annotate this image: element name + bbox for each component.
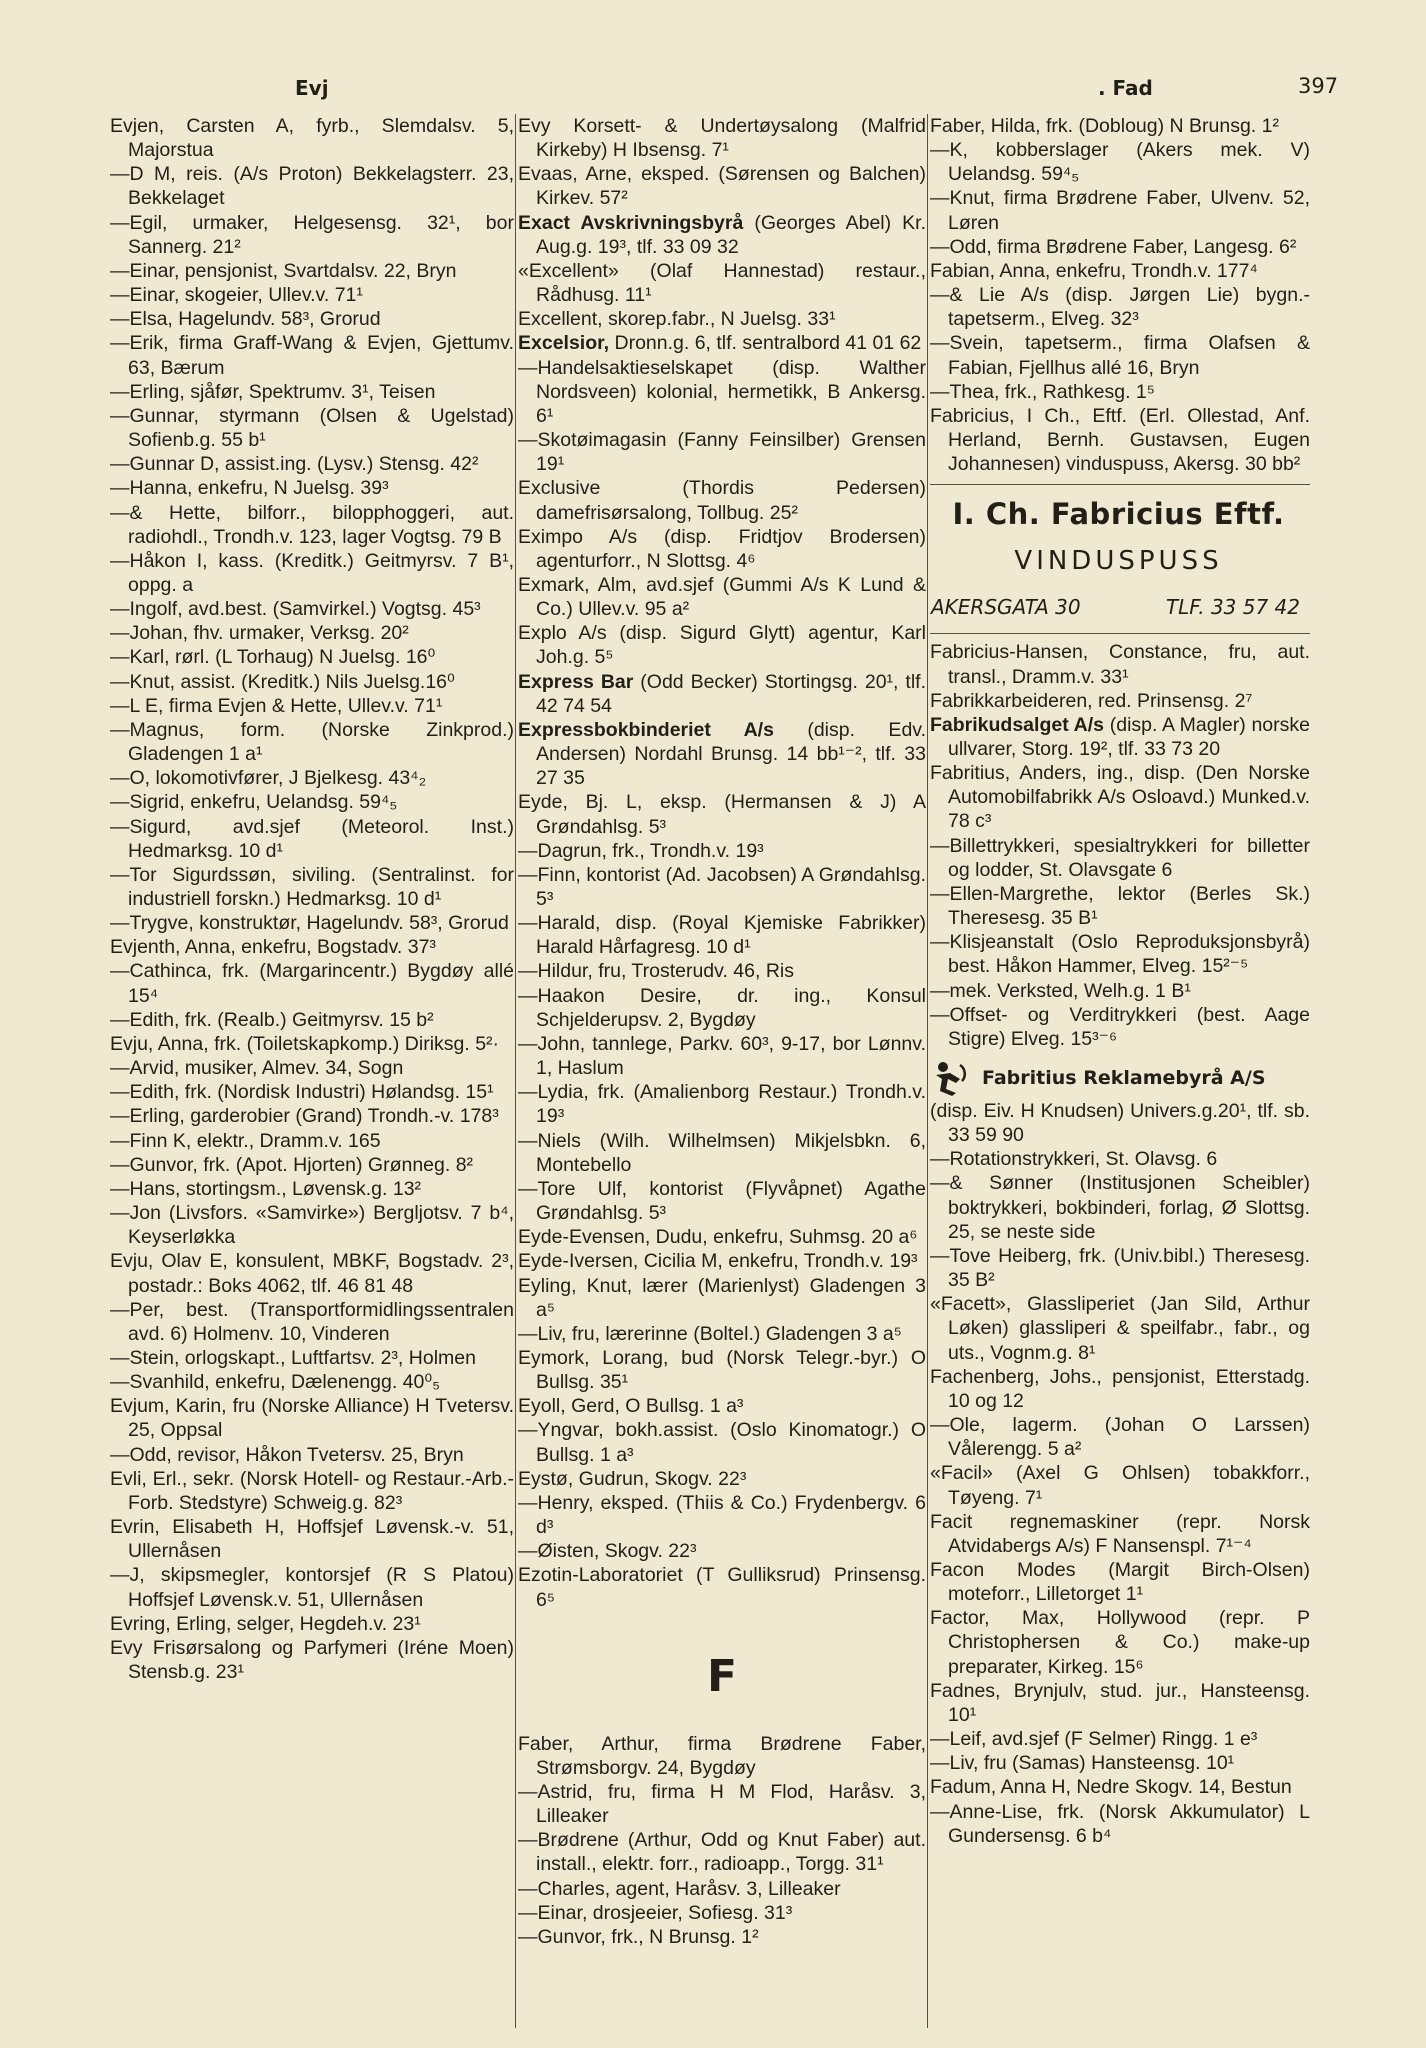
directory-entry: Fadum, Anna H, Nedre Skogv. 14, Bestun — [930, 1776, 1292, 1799]
directory-entry: Eyde-Evensen, Dudu, enkefru, Suhmsg. 20 a⁶ — [518, 1226, 918, 1249]
entry-bold-name: Expressbokbinderiet A/s — [518, 718, 774, 741]
directory-entry: —Sigurd, avd.sjef (Meteorol. Inst.) Hedmarksg. 10 d¹ — [110, 815, 514, 862]
directory-entry: —Gunvor, frk. (Apot. Hjorten) Grønneg. 8² — [110, 1153, 474, 1176]
directory-entry: Fachenberg, Johs., pensjonist, Etterstadg. 10 og 12 — [930, 1365, 1310, 1412]
entry-text: (Georges Abel) Kr. Aug.g. 19³, tlf. 33 09 32 — [536, 211, 926, 258]
entry-list — [930, 1099, 1310, 1848]
directory-entry: Evjenth, Anna, enkefru, Bogstadv. 37³ — [110, 936, 436, 959]
directory-entry: —Henry, eksped. (Thiis & Co.) Frydenbergv. 6 d³ — [518, 1491, 926, 1539]
directory-entry: Evli, Erl., sekr. (Norsk Hotell- og Restaur.-Arb.-Forb. Stedstyre) Schweig.g. 82³ — [110, 1467, 514, 1514]
directory-entry: —Tove Heiberg, frk. (Univ.bibl.) Theresesg. 35 B² — [930, 1244, 1310, 1292]
entry-list — [518, 114, 926, 211]
column-divider — [927, 114, 928, 2028]
directory-entry: —Dagrun, frk., Trondh.v. 19³ — [518, 839, 764, 862]
directory-entry: —Hans, stortingsm., Løvensk.g. 13² — [110, 1177, 422, 1200]
directory-entry: Faber, Arthur, firma Brødrene Faber, Strømsborgv. 24, Bygdøy — [518, 1732, 926, 1779]
reklamebyra-logo-icon — [930, 1059, 970, 1097]
ad-phone: TLF. 33 57 42 — [1165, 595, 1300, 620]
directory-entry: —Øisten, Skogv. 22³ — [518, 1540, 697, 1563]
directory-entry: —& Lie A/s (disp. Jørgen Lie) bygn.-tapetserm., Elveg. 32³ — [930, 284, 1310, 331]
advertisement-box — [930, 484, 1310, 634]
directory-entry: —Magnus, form. (Norske Zinkprod.) Gladengen 1 a¹ — [110, 718, 514, 766]
directory-entry: —Charles, agent, Haråsv. 3, Lilleaker — [518, 1877, 841, 1900]
directory-entry: —Stein, orlogskapt., Luftfartsv. 2³, Holmen — [110, 1346, 476, 1369]
directory-entry — [518, 331, 926, 355]
directory-entry: Evju, Anna, frk. (Toiletskapkomp.) Diriksg. 5²· — [110, 1032, 500, 1055]
directory-entry: —Edith, frk. (Realb.) Geitmyrsv. 15 b² — [110, 1008, 434, 1031]
directory-entry: Facon Modes (Margit Birch-Olsen) moteforr., Lilletorget 1¹ — [930, 1558, 1310, 1606]
entry-bold-name: Exact Avskrivningsbyrå — [518, 211, 744, 234]
entry-list — [930, 114, 1310, 476]
directory-entry: —Odd, firma Brødrene Faber, Langesg. 6² — [930, 235, 1297, 258]
section-letter: F — [706, 1650, 738, 1702]
directory-entry: —Gunnar, styrmann (Olsen & Ugelstad) Sofienb.g. 55 b¹ — [110, 404, 514, 452]
directory-entry: Fabricius-Hansen, Constance, fru, aut. transl., Dramm.v. 33¹ — [930, 641, 1310, 688]
directory-entry: —L E, firma Evjen & Hette, Ullev.v. 71¹ — [110, 694, 443, 717]
directory-entry: Fadnes, Brynjulv, stud. jur., Hansteensg. 10¹ — [930, 1679, 1310, 1726]
directory-entry: —Einar, skogeier, Ullev.v. 71¹ — [110, 284, 363, 307]
directory-entry: «Excellent» (Olaf Hannestad) restaur., Rådhusg. 11¹ — [518, 259, 926, 307]
directory-entry: —Erik, firma Graff-Wang & Evjen, Gjettumv. 63, Bærum — [110, 332, 514, 379]
directory-entry: —Svanhild, enkefru, Dælenengg. 40⁰₅ — [110, 1371, 441, 1394]
directory-entry: —Gunvor, frk., N Brunsg. 1² — [518, 1925, 759, 1948]
directory-entry: —Leif, avd.sjef (F Selmer) Ringg. 1 e³ — [930, 1728, 1258, 1751]
entry-bold-name: Excelsior, — [518, 332, 610, 355]
directory-entry: Evjen, Carsten A, fyrb., Slemdalsv. 5, Majorstua — [110, 115, 514, 162]
directory-entry: Eyde, Bj. L, eksp. (Hermansen & J) A Grøndahlsg. 5³ — [518, 791, 926, 838]
directory-entry: Fabricius, I Ch., Eftf. (Erl. Ollestad, Anf. Herland, Bernh. Gustavsen, Eugen Johannesen) vinduspuss, Akersg. 30 bb² — [930, 404, 1310, 476]
directory-entry: —Knut, assist. (Kreditk.) Nils Juelsg.16⁰ — [110, 670, 455, 693]
entry-bold-name: Fabrikudsalget A/s — [930, 713, 1105, 736]
ad-address: AKERSGATA 30 — [931, 595, 1081, 620]
directory-entry: —Trygve, konstruktør, Hagelundv. 58³, Grorud — [110, 912, 509, 935]
directory-entry: Fabritius, Anders, ing., disp. (Den Norske Automobilfabrikk A/s Osloavd.) Munked.v. 78 c³ — [930, 762, 1310, 833]
ad-subtitle: VINDUSPUSS — [1014, 546, 1223, 577]
ad-contact — [930, 589, 1310, 623]
logo-entry — [930, 1059, 1310, 1097]
directory-entry: —Tore Ulf, kontorist (Flyvåpnet) Agathe Grøndahlsg. 5³ — [518, 1177, 926, 1225]
directory-entry: —Ingolf, avd.best. (Samvirkel.) Vogtsg. 45³ — [110, 598, 481, 621]
directory-entry: —Klisjeanstalt (Oslo Reproduksjonsbyrå) best. Håkon Hammer, Elveg. 15²⁻⁵ — [930, 931, 1310, 978]
directory-entry: —Jon (Livsfors. «Samvirke») Bergljotsv. 7 b⁴, Keyserløkka — [110, 1202, 514, 1249]
directory-entry: —Karl, rørl. (L Torhaug) N Juelsg. 16⁰ — [110, 646, 436, 669]
directory-entry: Evjum, Karin, fru (Norske Alliance) H Tvetersv. 25, Oppsal — [110, 1395, 514, 1442]
directory-entry: Exmark, Alm, avd.sjef (Gummi A/s K Lund & Co.) Ullev.v. 95 a² — [518, 573, 926, 621]
directory-entry: Eystø, Gudrun, Skogv. 22³ — [518, 1467, 747, 1490]
directory-entry: —Arvid, musiker, Almev. 34, Sogn — [110, 1057, 404, 1080]
header-left-keyword: Evj — [295, 76, 329, 100]
directory-entry: —Astrid, fru, firma H M Flod, Haråsv. 3, Lilleaker — [518, 1781, 926, 1828]
directory-entry: Eyde-Iversen, Cicilia M, enkefru, Trondh.v. 19³ — [518, 1250, 918, 1273]
directory-entry: «Facil» (Axel G Ohlsen) tobakkforr., Tøyeng. 7¹ — [930, 1462, 1310, 1509]
directory-entry: Factor, Max, Hollywood (repr. P Christophersen & Co.) make-up preparater, Kirkeg. 15⁶ — [930, 1607, 1310, 1678]
directory-entry: Evy Frisørsalong og Parfymeri (Iréne Moen) Stensb.g. 23¹ — [110, 1636, 514, 1683]
directory-entry: —Skotøimagasin (Fanny Feinsilber) Grensen 19¹ — [518, 429, 926, 476]
directory-entry: —Rotationstrykkeri, St. Olavsg. 6 — [930, 1148, 1218, 1171]
directory-entry: —& Hette, bilforr., bilopphoggeri, aut. radiohdl., Trondh.v. 123, lager Vogtsg. 79 B — [110, 501, 514, 548]
directory-entry — [518, 670, 926, 718]
entry-list — [110, 114, 514, 1684]
directory-entry: Evy Korsett- & Undertøysalong (Malfrid Kirkeby) H Ibsensg. 7¹ — [518, 115, 926, 162]
logo-entry-title: Fabritius Reklamebyrå A/S — [982, 1067, 1266, 1089]
directory-entry: —Sigrid, enkefru, Uelandsg. 59⁴₅ — [110, 791, 398, 814]
entry-list — [518, 259, 926, 331]
directory-entry: Eximpo A/s (disp. Fridtjov Brodersen) agenturforr., N Slottsg. 4⁶ — [518, 525, 926, 572]
directory-entry: —Cathinca, frk. (Margarincentr.) Bygdøy allé 15⁴ — [110, 960, 514, 1007]
directory-entry: —Liv, fru, lærerinne (Boltel.) Gladengen 3 a⁵ — [518, 1322, 902, 1345]
entry-bold-name: Express Bar — [518, 670, 634, 693]
directory-entry: —Thea, frk., Rathkesg. 1⁵ — [930, 380, 1155, 403]
directory-entry: —Håkon I, kass. (Kreditk.) Geitmyrsv. 7 B¹, oppg. a — [110, 549, 514, 596]
directory-entry: —Per, best. (Transportformidlingssentralen avd. 6) Holmenv. 10, Vinderen — [110, 1298, 514, 1345]
directory-entry: Facit regnemaskiner (repr. Norsk Atvidabergs A/s) F Nansenspl. 7¹⁻⁴ — [930, 1510, 1310, 1557]
directory-entry: —Yngvar, bokh.assist. (Oslo Kinomatogr.) O Bullsg. 1 a³ — [518, 1419, 926, 1466]
directory-entry: —Brødrene (Arthur, Odd og Knut Faber) aut. install., elektr. forr., radioapp., Torgg. 31¹ — [518, 1829, 926, 1876]
column-3 — [930, 114, 1310, 2028]
directory-entry: —O, lokomotivfører, J Bjelkesg. 43⁴₂ — [110, 767, 427, 790]
directory-entry: —Niels (Wilh. Wilhelmsen) Mikjelsbkn. 6, Montebello — [518, 1129, 926, 1176]
directory-entry: —Haakon Desire, dr. ing., Konsul Schjelderupsv. 2, Bygdøy — [518, 984, 926, 1031]
column-2 — [518, 114, 926, 2028]
directory-entry: —Odd, revisor, Håkon Tvetersv. 25, Bryn — [110, 1443, 464, 1466]
directory-entry: Faber, Hilda, frk. (Dobloug) N Brunsg. 1² — [930, 115, 1279, 137]
directory-entry: —Erling, sjåfør, Spektrumv. 3¹, Teisen — [110, 380, 436, 403]
directory-entry: Evring, Erling, selger, Hegdeh.v. 23¹ — [110, 1612, 421, 1635]
directory-entry: Eyling, Knut, lærer (Marienlyst) Gladengen 3 a⁵ — [518, 1274, 926, 1321]
directory-entry: —J, skipsmegler, kontorsjef (R S Platou) Hoffsjef Løvensk.v. 51, Ullernåsen — [110, 1564, 514, 1611]
directory-entry: —K, kobberslager (Akers mek. V) Uelandsg. 59⁴₅ — [930, 139, 1310, 186]
entry-list — [518, 1732, 926, 1949]
directory-entry: Eyoll, Gerd, O Bullsg. 1 a³ — [518, 1395, 744, 1418]
directory-entry: —Hildur, fru, Trosterudv. 46, Ris — [518, 960, 794, 983]
directory-entry: —Einar, drosjeeier, Sofiesg. 31³ — [518, 1901, 793, 1924]
directory-entry: Evju, Olav E, konsulent, MBKF, Bogstadv. 2³, postadr.: Boks 4062, tlf. 46 81 48 — [110, 1250, 514, 1297]
directory-entry: —Tor Sigurdssøn, siviling. (Sentralinst. for industriell forskn.) Hedmarksg. 10 d¹ — [110, 863, 514, 910]
directory-entry: —Svein, tapetserm., firma Olafsen & Fabian, Fjellhus allé 16, Bryn — [930, 332, 1310, 379]
directory-entry: —Ellen-Margrethe, lektor (Berles Sk.) Theresesg. 35 B¹ — [930, 882, 1310, 930]
directory-entry: Evrin, Elisabeth H, Hoffsjef Løvensk.-v. 51, Ullernåsen — [110, 1516, 514, 1563]
directory-entry: —Einar, pensjonist, Svartdalsv. 22, Bryn — [110, 259, 457, 282]
directory-entry: —Billettrykkeri, spesialtrykkeri for billetter og lodder, St. Olavsgate 6 — [930, 834, 1310, 881]
directory-entry: —& Sønner (Institusjonen Scheibler) boktrykkeri, bokbinderi, forlag, Ø Slottsg. 25, se neste side — [930, 1172, 1310, 1243]
directory-entry: Evaas, Arne, eksped. (Sørensen og Balchen) Kirkev. 57² — [518, 163, 926, 210]
directory-entry: —Erling, garderobier (Grand) Trondh.-v. 178³ — [110, 1105, 499, 1128]
directory-entry: Eymork, Lorang, bud (Norsk Telegr.-byr.) O Bullsg. 35¹ — [518, 1346, 926, 1394]
header-right-keyword: . Fad — [1098, 76, 1153, 100]
entry-list — [518, 790, 926, 1611]
directory-entry: —Elsa, Hagelundv. 58³, Grorud — [110, 308, 381, 331]
directory-entry: Explo A/s (disp. Sigurd Glytt) agentur, Karl Joh.g. 5⁵ — [518, 622, 926, 669]
entry-text: Dronn.g. 6, tlf. sentralbord 41 01 62 — [609, 332, 922, 355]
entry-text: (disp. Edv. Andersen) Nordahl Brunsg. 14 bb¹⁻², tlf. 33 27 35 — [536, 718, 926, 790]
directory-entry: —Finn, kontorist (Ad. Jacobsen) A Grøndahlsg. 5³ — [518, 863, 926, 910]
entry-text: (disp. A Magler) norske ullvarer, Storg. 19², tlf. 33 73 20 — [948, 713, 1310, 760]
directory-entry: —John, tannlege, Parkv. 60³, 9-17, bor Lønnv. 1, Haslum — [518, 1032, 926, 1080]
directory-entry: —Edith, frk. (Nordisk Industri) Hølandsg. 15¹ — [110, 1081, 494, 1104]
column-divider — [515, 114, 516, 2028]
directory-entry: Fabian, Anna, enkefru, Trondh.v. 177⁴ — [930, 259, 1258, 282]
directory-entry: —Liv, fru (Samas) Hansteensg. 10¹ — [930, 1752, 1235, 1775]
directory-entry: —D M, reis. (A/s Proton) Bekkelagsterr. 23, Bekkelaget — [110, 163, 514, 210]
directory-entry: Ezotin-Laboratoriet (T Gulliksrud) Prinsensg. 6⁵ — [518, 1564, 926, 1611]
directory-entry — [930, 713, 1310, 761]
directory-entry — [518, 211, 926, 259]
directory-entry: (disp. Eiv. H Knudsen) Univers.g.20¹, tlf. sb. 33 59 90 — [930, 1100, 1310, 1147]
directory-entry: Fabrikkarbeideren, red. Prinsensg. 2⁷ — [930, 689, 1253, 712]
directory-entry: —Ole, lagerm. (Johan O Larssen) Vålerengg. 5 a² — [930, 1414, 1310, 1461]
directory-entry — [518, 718, 926, 790]
directory-entry: —Lydia, frk. (Amalienborg Restaur.) Trondh.v. 19³ — [518, 1081, 926, 1128]
directory-entry: Exclusive (Thordis Pedersen) damefrisørsalong, Tollbug. 25² — [518, 477, 926, 524]
directory-entry: —Knut, firma Brødrene Faber, Ulvenv. 52, Løren — [930, 187, 1310, 234]
directory-entry: —Johan, fhv. urmaker, Verksg. 20² — [110, 622, 409, 645]
directory-entry: —Offset- og Verditrykkeri (best. Aage Stigre) Elveg. 15³⁻⁶ — [930, 1003, 1310, 1050]
ad-title: I. Ch. Fabricius Eftf. — [952, 497, 1285, 532]
directory-entry: «Facett», Glassliperiet (Jan Sild, Arthur Løken) glassliperi & speilfabr., fabr., og uts., Vognm.g. 8¹ — [930, 1293, 1310, 1364]
directory-entry: Excellent, skorep.fabr., N Juelsg. 33¹ — [518, 308, 836, 331]
column-1 — [110, 114, 514, 2028]
directory-entry: —Gunnar D, assist.ing. (Lysv.) Stensg. 42² — [110, 453, 479, 476]
page-number: 397 — [1298, 74, 1339, 98]
directory-entry: —mek. Verksted, Welh.g. 1 B¹ — [930, 979, 1191, 1002]
directory-entry: —Egil, urmaker, Helgesensg. 32¹, bor Sannerg. 21² — [110, 211, 514, 258]
entry-list — [518, 356, 926, 670]
directory-entry: —Hanna, enkefru, N Juelsg. 39³ — [110, 477, 389, 500]
entry-list — [930, 640, 1310, 712]
directory-entry: —Harald, disp. (Royal Kjemiske Fabrikker) Harald Hårfagresg. 10 d¹ — [518, 912, 926, 959]
entry-list — [930, 761, 1310, 1051]
directory-entry: —Finn K, elektr., Dramm.v. 165 — [110, 1129, 381, 1152]
directory-entry: —Anne-Lise, frk. (Norsk Akkumulator) L Gundersensg. 6 b⁴ — [930, 1800, 1310, 1847]
directory-entry: —Handelsaktieselskapet (disp. Walther Nordsveen) kolonial, hermetikk, B Ankersg. 6¹ — [518, 356, 926, 427]
entry-text: (Odd Becker) Stortingsg. 20¹, tlf. 42 74 54 — [536, 670, 926, 717]
